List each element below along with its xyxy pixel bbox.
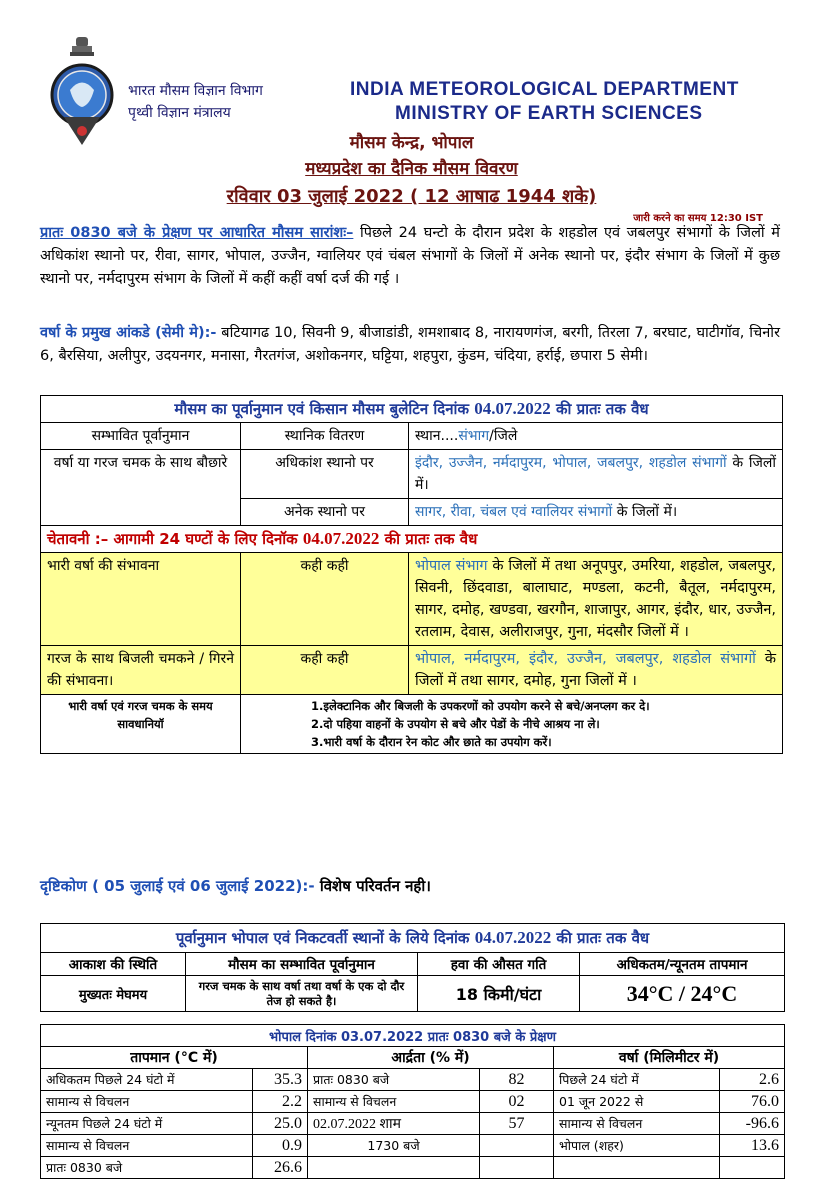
bhopal-col-header: आकाश की स्थिति: [41, 953, 186, 976]
precaution-item: 1.इलेक्टानिक और बिजली के उपकरणों को उपयोग करने से बचे/अनप्लग कर दे।: [311, 699, 650, 713]
rainfall-label: वर्षा के प्रमुख आंकडे (सेमी मे):-: [40, 325, 217, 341]
humidity-label: [308, 1157, 480, 1179]
humidity-value: 57: [480, 1113, 554, 1135]
outlook-label: दृष्टिकोण ( 05 जुलाई एवं 06 जुलाई 2022):-: [40, 877, 315, 895]
forecast-places: सागर, रीवा, चंबल एवं ग्वालियर संभागों के जिलों में।: [409, 499, 783, 526]
observation-title: भोपाल दिनांक 03.07.2022 प्रातः 0830 बजे के प्रेक्षण: [41, 1025, 785, 1047]
temp-label: अधिकतम पिछले 24 घंटो में: [41, 1069, 253, 1091]
forecast-col-header: सम्भावित पूर्वानुमान: [41, 423, 241, 450]
rain-value: [720, 1157, 785, 1179]
forecast-col-header: स्थान....संभाग/जिले: [409, 423, 783, 450]
bhopal-col-header: हवा की औसत गति: [418, 953, 580, 976]
bhopal-col-header: अधिकतम/न्यूनतम तापमान: [580, 953, 785, 976]
table-row: [41, 1113, 785, 1135]
rainfall-text: बटियागढ 10, सिवनी 9, बीजाडांडी, शमशाबाद 8, नारायणगंज, बरगी, तिरला 7, बरघाट, घाटीगॉव, चिनोर 6, बैरसिया, अलीपुर, उदयनगर, मनासा, गैरतगंज, अशोकनगर, घट्टिया, शहपुरा, कुंडम, चंदिया, हर्राई, छपारा 5 सेमी।: [40, 325, 780, 364]
temp-value: 0.9: [253, 1135, 308, 1157]
warning-event: गरज के साथ बिजली चमकने / गिरने की संभावना।: [41, 646, 241, 695]
warning-places: भोपाल संभाग के जिलों में तथा अनूपपुर, उमरिया, शहडोल, जबलपुर, सिवनी, छिंदवाडा, बालाघाट, मण्डला, कटनी, बैतूल, नर्मदापुरम, सागर, दमोह, खण्डवा, खरगौन, शाजापुर, आगर, इंदौर, धार, उज्जैन, रतलाम, देवास, अलीराजपुर, गुना, मंदसौर जिलों में ।: [409, 553, 783, 646]
temp-value: 35.3: [253, 1069, 308, 1091]
warning-distribution: कही कही: [241, 646, 409, 695]
temp-label: सामान्य से विचलन: [41, 1091, 253, 1113]
rain-label: सामान्य से विचलन: [554, 1113, 720, 1135]
warning-event: भारी वर्षा की संभावना: [41, 553, 241, 646]
temp-label: न्यूनतम पिछले 24 घंटो में: [41, 1113, 253, 1135]
rain-label: [554, 1157, 720, 1179]
warning-title: चेतावनी :– आगामी 24 घण्टों के लिए दिनॉक 04.07.2022 की प्रातः तक वैध: [41, 526, 783, 553]
humidity-label: सामान्य से विचलन: [308, 1091, 480, 1113]
summary-label: प्रातः 0830 बजे के प्रेक्षण पर आधारित मौसम सारांशः–: [40, 225, 354, 241]
humidity-label: 02.07.2022 शाम: [308, 1113, 480, 1135]
forecast-places: इंदौर, उज्जैन, नर्मदापुरम, भोपाल, जबलपुर, शहडोल संभागों के जिलों में।: [409, 450, 783, 499]
temp-label: सामान्य से विचलन: [41, 1135, 253, 1157]
dept-name-english: INDIA METEOROLOGICAL DEPARTMENT: [350, 79, 739, 100]
ministry-name-english: MINISTRY OF EARTH SCIENCES: [395, 103, 703, 124]
rain-label: भोपाल (शहर): [554, 1135, 720, 1157]
outlook: [40, 876, 431, 896]
issued-time: जारी करने का समय 12:30 IST: [633, 213, 763, 224]
humidity-value: [480, 1157, 554, 1179]
humidity-value: 02: [480, 1091, 554, 1113]
temp-label: प्रातः 0830 बजे: [41, 1157, 253, 1179]
outlook-text: विशेष परिवर्तन नही।: [314, 877, 431, 895]
rain-label: 01 जून 2022 से: [554, 1091, 720, 1113]
precaution-label: भारी वर्षा एवं गरज चमक के समय सावधानियॉ: [41, 695, 241, 754]
warning-distribution: कही कही: [241, 553, 409, 646]
summary-text: पिछले 24 घन्टो के दौरान प्रदेश के शहडोल एवं जबलपुर संभागों के जिलों में अधिकांश स्थानो पर, रीवा, सागर, भोपाल, उज्जैन, ग्वालियर एवं चंबल संभागों के जिलों में अनेक स्थानो पर, इंदौर संभाग के जिलों में कुछ स्थानो पर, नर्मदापुरम संभाग के जिलों में कहीं कहीं वर्षा दर्ज की गई ।: [40, 225, 780, 287]
dept-name-hindi-block: [128, 80, 263, 124]
rainfall-header: वर्षा (मिलिमीटर में): [554, 1047, 785, 1069]
dept-name-english-block: [350, 78, 739, 126]
forecast-title: मौसम का पूर्वानुमान एवं किसान मौसम बुलेटिन दिनांक 04.07.2022 की प्रातः तक वैध: [41, 396, 783, 423]
report-date: रविवार 03 जुलाई 2022 ( 12 आषाढ 1944 शके): [226, 186, 597, 207]
temp-value: 2.2: [253, 1091, 308, 1113]
forecast-event: वर्षा या गरज चमक के साथ बौछारे: [41, 450, 241, 526]
warning-places: भोपाल, नर्मदापुरम, इंदौर, उज्जैन, जबलपुर, शहडोल संभागों के जिलों में तथा सागर, दमोह, गुना जिलों में ।: [409, 646, 783, 695]
temp-value: 26.6: [253, 1157, 308, 1179]
precaution-item: 3.भारी वर्षा के दौरान रेन कोट और छाते का उपयोग करें।: [311, 735, 552, 749]
humidity-value: 82: [480, 1069, 554, 1091]
wind-speed: 18 किमी/घंटा: [418, 976, 580, 1012]
rain-value: 76.0: [720, 1091, 785, 1113]
forecast-col-header: स्थानिक वितरण: [241, 423, 409, 450]
forecast-distribution: अधिकांश स्थानो पर: [241, 450, 409, 499]
kendra-title: मौसम केन्द्र, भोपाल: [349, 133, 474, 153]
bhopal-forecast-table: [40, 923, 785, 1012]
rain-value: 13.6: [720, 1135, 785, 1157]
humidity-header: आर्द्रता (% में): [308, 1047, 554, 1069]
table-row: [41, 1091, 785, 1113]
weather-summary: [40, 222, 780, 291]
sky-condition: मुख्यतः मेघमय: [41, 976, 186, 1012]
humidity-label: प्रातः 0830 बजे: [308, 1069, 480, 1091]
temp-value: 25.0: [253, 1113, 308, 1135]
table-row: [41, 1135, 785, 1157]
rain-label: पिछले 24 घंटो में: [554, 1069, 720, 1091]
humidity-value: [480, 1135, 554, 1157]
precaution-list: [241, 695, 783, 754]
humidity-label: 1730 बजे: [308, 1135, 480, 1157]
dept-name-hindi: भारत मौसम विज्ञान विभाग: [128, 83, 263, 99]
bhopal-forecast-title: पूर्वानुमान भोपाल एवं निकटवर्ती स्थानों के लिये दिनांक 04.07.2022 की प्रातः तक वैध: [41, 924, 785, 953]
table-row: [41, 1157, 785, 1179]
forecast-distribution: अनेक स्थानो पर: [241, 499, 409, 526]
rainfall-figures: [40, 322, 780, 368]
table-row: [41, 1069, 785, 1091]
report-subtitle: मध्यप्रदेश का दैनिक मौसम विवरण: [305, 159, 518, 179]
weather-forecast: गरज चमक के साथ वर्षा तथा वर्षा के एक दो दौर तेज हो सकते है।: [186, 976, 418, 1012]
bhopal-col-header: मौसम का सम्भावित पूर्वानुमान: [186, 953, 418, 976]
max-min-temp: 34°C / 24°C: [580, 976, 785, 1012]
observation-table: [40, 1024, 785, 1179]
ministry-name-hindi: पृथ्वी विज्ञान मंत्रालय: [128, 105, 231, 121]
temperature-header: तापमान (°C में): [41, 1047, 308, 1069]
forecast-warning-table: [40, 395, 783, 754]
rain-value: 2.6: [720, 1069, 785, 1091]
rain-value: -96.6: [720, 1113, 785, 1135]
precaution-item: 2.दो पहिया वाहनों के उपयोग से बचे और पेडों के नीचे आश्रय ना ले।: [311, 717, 600, 731]
